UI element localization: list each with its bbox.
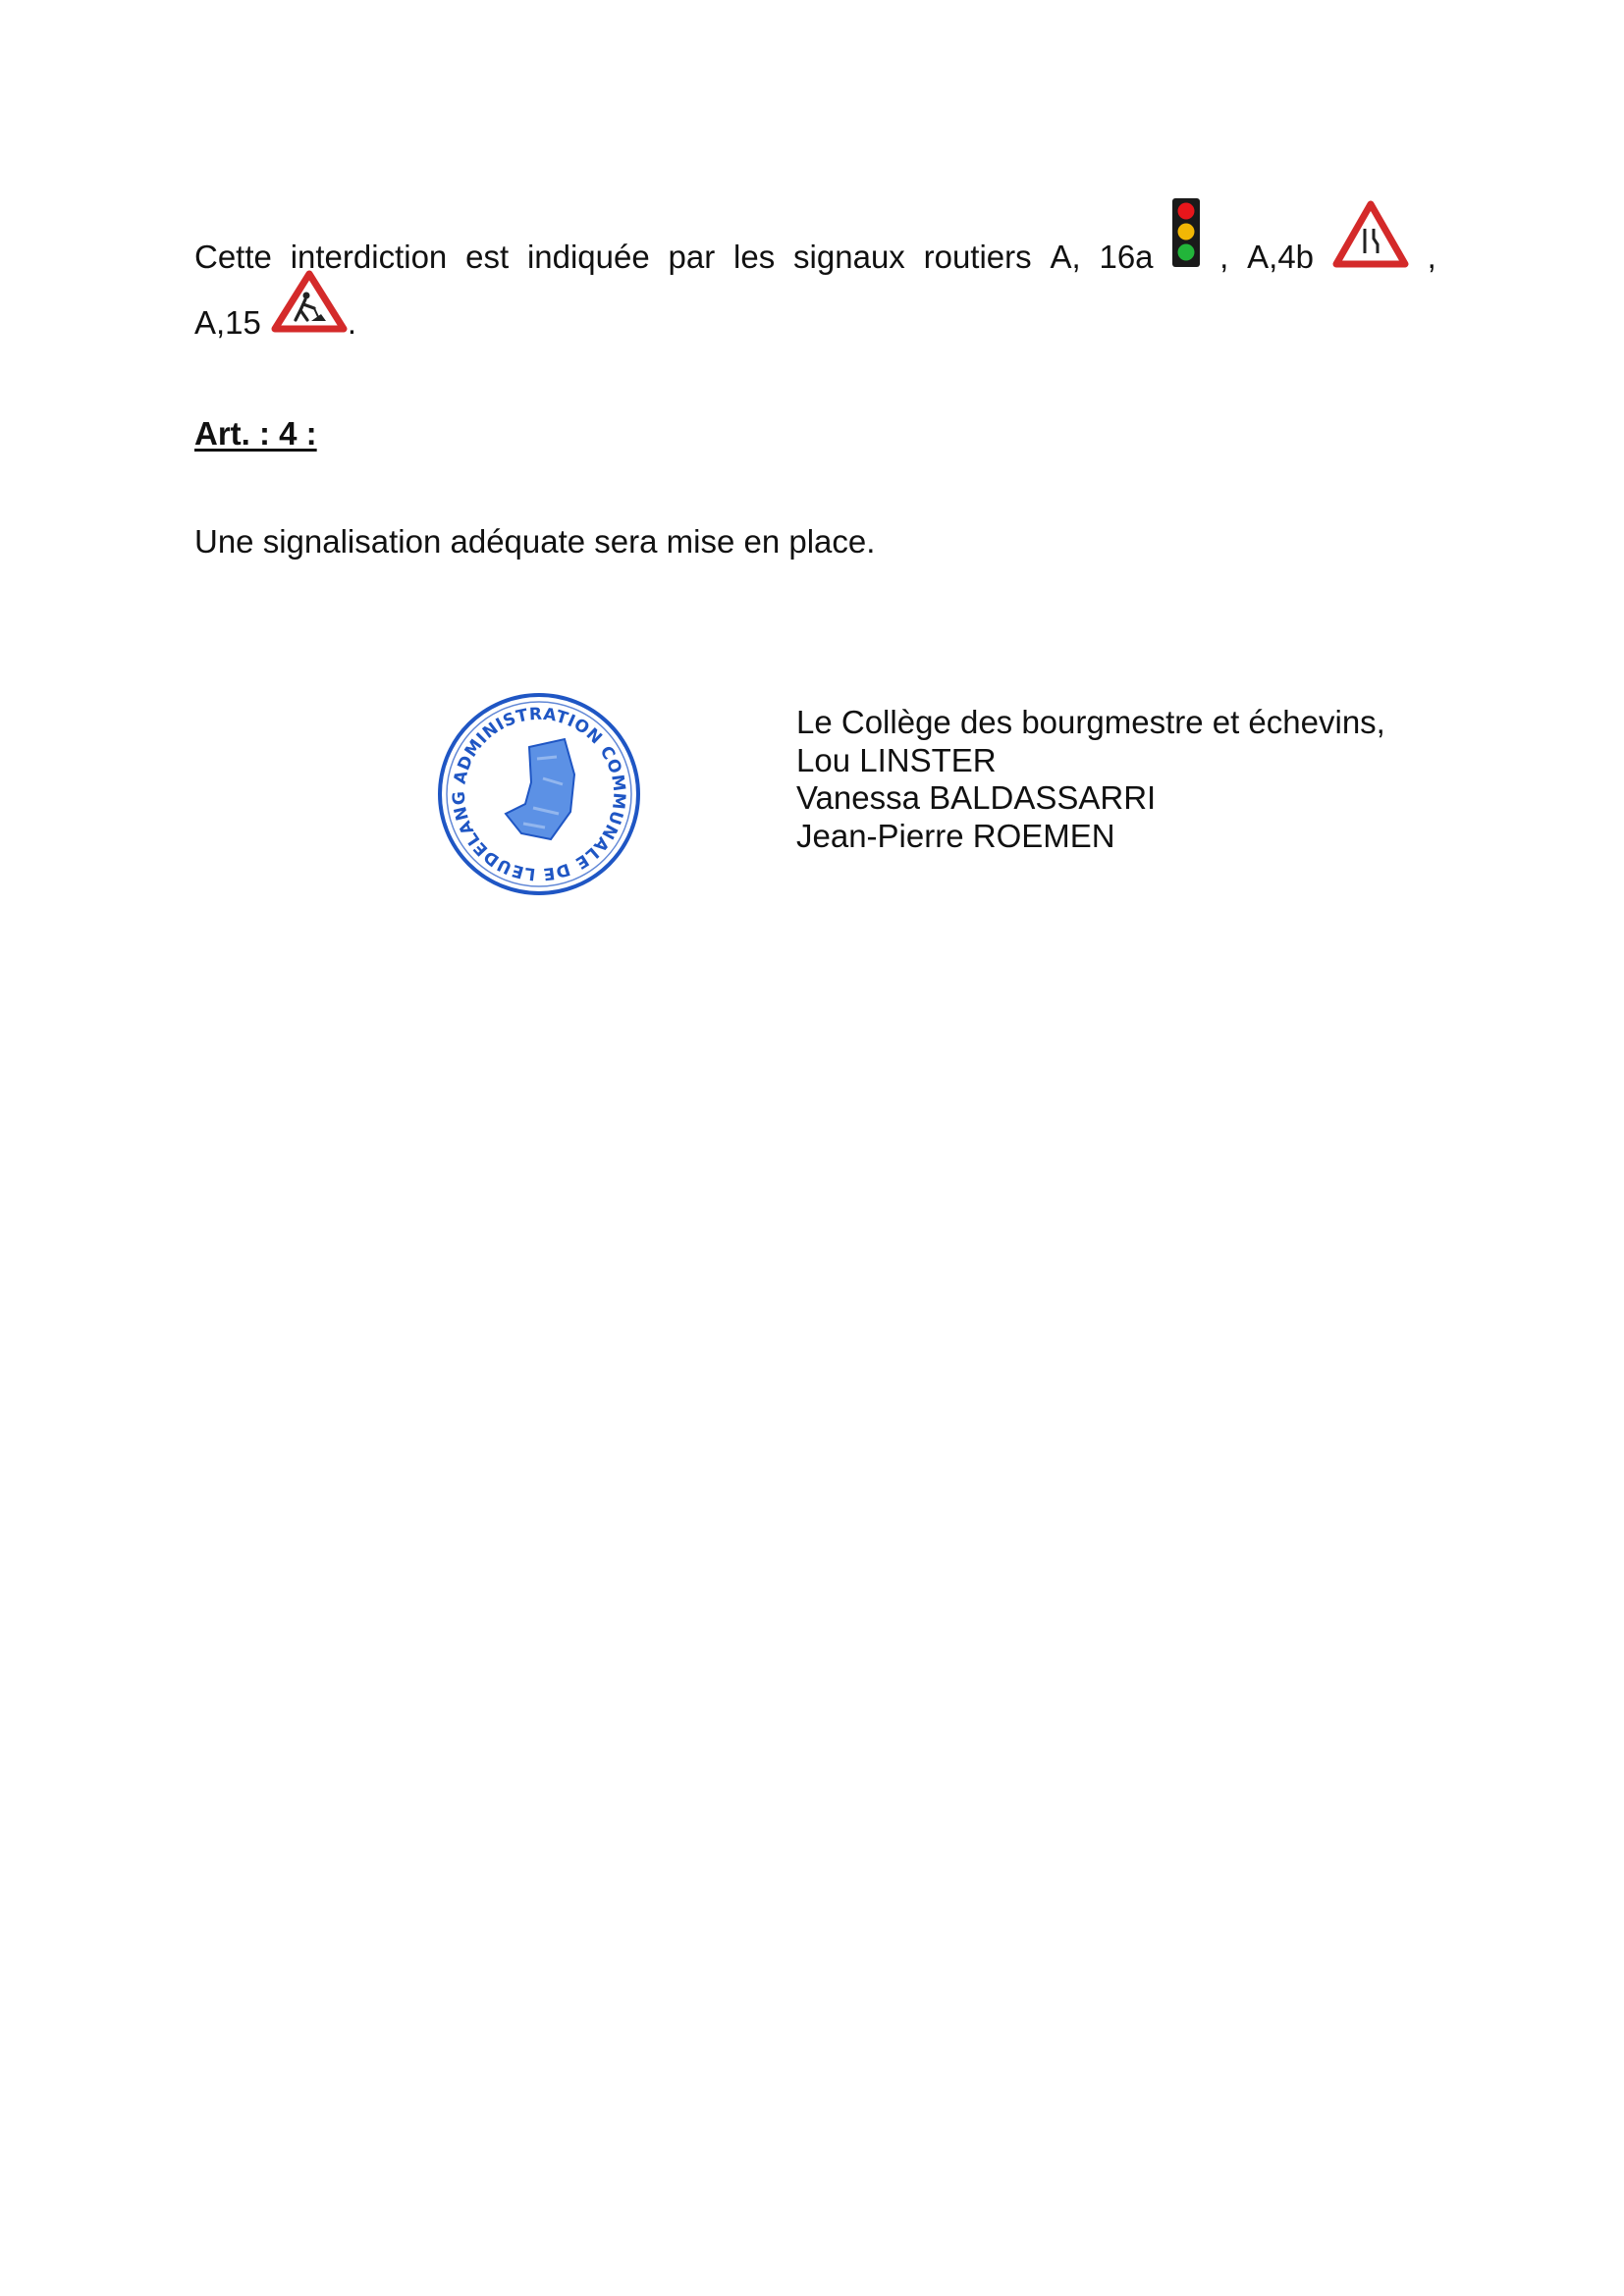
road-works-icon bbox=[271, 269, 348, 342]
word: A, bbox=[1050, 239, 1081, 275]
word: routiers bbox=[923, 239, 1032, 275]
word: interdiction bbox=[290, 239, 448, 275]
separator-comma: , bbox=[1219, 239, 1229, 275]
seal-text: ADMINISTRATION COMMUNALE DE LEUDELANG bbox=[449, 704, 629, 884]
road-narrows-icon bbox=[1332, 199, 1409, 276]
word: indiquée bbox=[526, 239, 650, 275]
word: est bbox=[465, 239, 510, 275]
signatory-name: Lou LINSTER bbox=[796, 741, 997, 778]
end-period: . bbox=[347, 304, 357, 341]
label-a15: A,15 bbox=[194, 304, 261, 341]
signatory-college: Le Collège des bourgmestre et échevins, bbox=[796, 704, 1385, 740]
signals-paragraph-line-2 bbox=[194, 287, 1436, 342]
signatory-name: Jean-Pierre ROEMEN bbox=[796, 817, 1115, 854]
traffic-light-icon bbox=[1171, 197, 1201, 276]
article-text: Une signalisation adéquate sera mise en place. bbox=[194, 523, 876, 560]
signatory-name: Vanessa BALDASSARRI bbox=[796, 779, 1157, 816]
official-seal bbox=[435, 690, 643, 898]
word: les bbox=[733, 239, 776, 275]
separator-comma: , bbox=[1427, 239, 1436, 275]
signals-paragraph-line-1 bbox=[194, 217, 1436, 276]
word: par bbox=[668, 239, 716, 275]
word: signaux bbox=[793, 239, 905, 275]
article-heading: Art. : 4 : bbox=[194, 415, 317, 452]
word: 16a bbox=[1099, 239, 1154, 275]
label-a4b: A,4b bbox=[1247, 239, 1315, 275]
signatories-block bbox=[796, 704, 1385, 855]
word: Cette bbox=[194, 239, 272, 275]
